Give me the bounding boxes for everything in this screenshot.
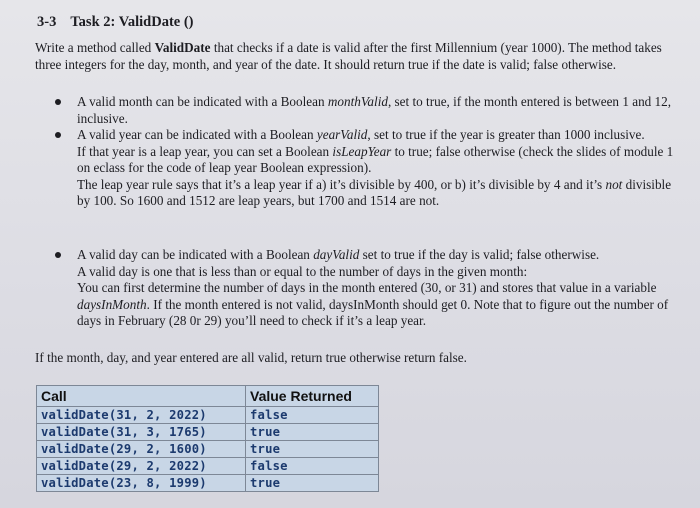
year-text-cont: , set to true if the year is greater than 1000 inclusive.	[367, 127, 645, 142]
day-para-3	[77, 280, 685, 330]
closing-paragraph: If the month, day, and year entered are all valid, return true otherwise return false.	[35, 350, 467, 365]
cell-value: false	[246, 407, 379, 424]
bullet-day	[55, 247, 685, 330]
header-value: Value Returned	[246, 386, 379, 407]
leap-text: If that year is a leap year, you can set a Boolean	[77, 143, 333, 159]
examples-table	[36, 385, 379, 492]
cell-call: validDate(31, 2, 2022)	[37, 407, 246, 424]
bullet-month	[55, 94, 685, 127]
year-para-1	[77, 127, 685, 144]
year-para-2	[77, 144, 685, 177]
cell-value: true	[246, 441, 379, 458]
days-text-cont: . If the month entered is not valid, daysInMonth should get 0. Note that to figure out the number of days in February (28 0r 29) you’ll need to check if it’s a leap year.	[77, 296, 669, 328]
cell-value: true	[246, 475, 379, 492]
cell-call: validDate(29, 2, 2022)	[37, 458, 246, 475]
method-name: ValidDate	[154, 40, 211, 55]
bullet-dot	[55, 252, 61, 258]
table-row	[37, 424, 379, 441]
year-text: A valid year can be indicated with a Boolean	[77, 127, 317, 142]
intro-paragraph	[35, 40, 685, 73]
table-row	[37, 441, 379, 458]
rule-text-cont: divisible by 100. So 1600 and 1512 are leap years, but 1700 and 1514 are not.	[77, 176, 672, 208]
table-row	[37, 475, 379, 492]
intro-text-cont: that checks if a date is valid after the first Millennium (year 1000). The method takes three integers for the day, month, and year of the date. It should return true if the date is valid; false otherwise.	[35, 40, 662, 72]
table-header-row	[37, 386, 379, 407]
bullet-dot	[55, 132, 61, 138]
day-text: A valid day can be indicated with a Boolean	[77, 247, 314, 262]
cell-call: validDate(23, 8, 1999)	[37, 475, 246, 492]
bullet-year	[55, 127, 685, 210]
leap-text-cont: to true; false otherwise (check the slides of module 1 on eclass for the code of leap year Boolean expression).	[77, 143, 674, 175]
table-row	[37, 407, 379, 424]
section-title: Task 2: ValidDate ()	[70, 14, 194, 30]
day-para-1	[77, 247, 685, 264]
section-heading	[37, 14, 194, 31]
day-var: dayValid	[313, 247, 360, 262]
bullet-list-day	[55, 247, 685, 330]
rule-emphasis: not	[605, 176, 623, 192]
cell-value: false	[246, 458, 379, 475]
days-text: You can first determine the number of days in the month entered (30, or 31) and stores that value in a variable	[77, 280, 657, 295]
intro-text: Write a method called	[35, 40, 155, 55]
bullet-list-year	[55, 127, 685, 210]
table-row	[37, 458, 379, 475]
cell-call: validDate(29, 2, 1600)	[37, 441, 246, 458]
month-var: monthValid	[327, 94, 388, 109]
section-number: 3-3	[37, 14, 57, 30]
cell-call: validDate(31, 3, 1765)	[37, 424, 246, 441]
year-var: yearValid	[316, 127, 368, 142]
days-var: daysInMonth	[77, 296, 147, 312]
year-para-3	[77, 177, 685, 210]
leap-var: isLeapYear	[332, 143, 392, 159]
day-text-cont: set to true if the day is valid; false otherwise.	[359, 247, 600, 262]
bullet-dot	[55, 99, 61, 105]
rule-text: The leap year rule says that it’s a leap year if a) it’s divisible by 400, or b) it’s divisible by 4 and it’s	[77, 176, 606, 192]
month-text: A valid month can be indicated with a Boolean	[77, 94, 328, 109]
cell-value: true	[246, 424, 379, 441]
day-para-2: A valid day is one that is less than or equal to the number of days in the given month:	[77, 263, 528, 279]
header-call: Call	[37, 386, 246, 407]
bullet-list-month	[55, 94, 685, 127]
month-text-cont: , set to true, if the month entered is between 1 and 12, inclusive.	[77, 94, 672, 126]
